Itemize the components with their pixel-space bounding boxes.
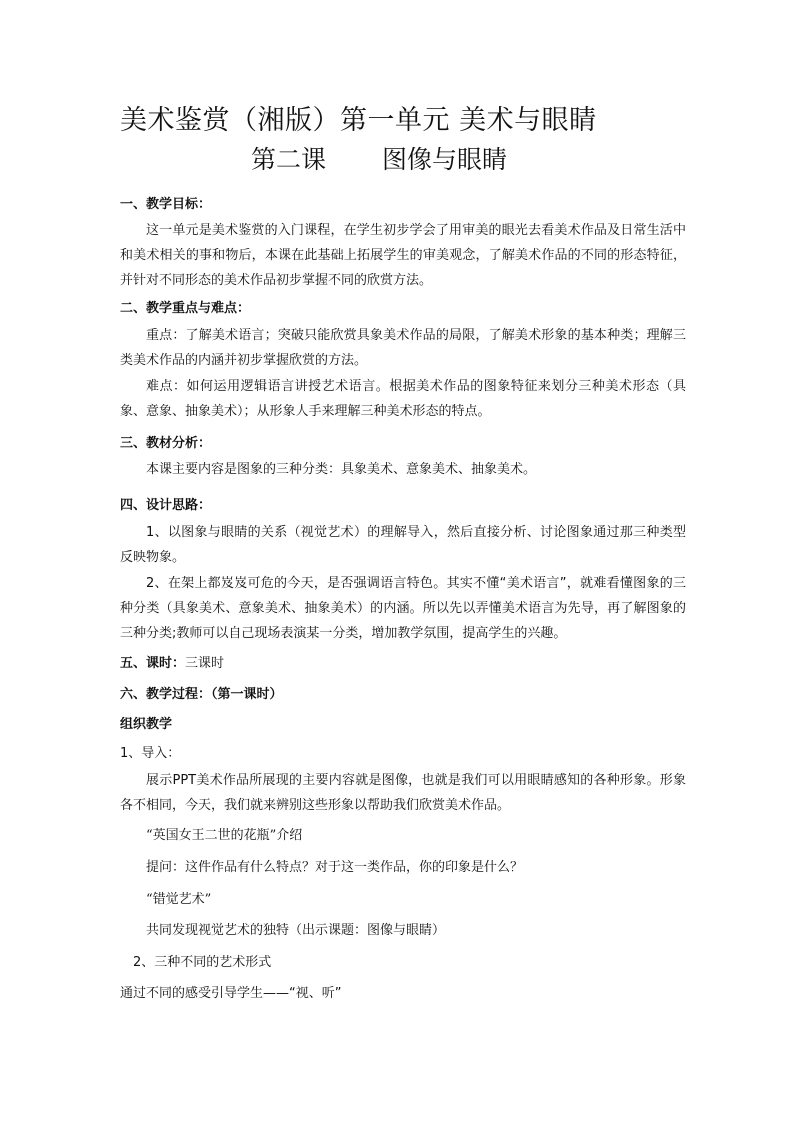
organize-teaching: 组织教学 (120, 717, 173, 732)
difficult-point-paragraph: 难点：如何运用逻辑语言讲授艺术语言。根据美术作品的图象特征来划分三种美术形态（具象、意象、抽象美术）；从形象人手来理解三种美术形态的特点。 (120, 379, 686, 419)
vase-intro: “英国女王二世的花瓶”介绍 (146, 828, 303, 843)
heading-hours: 五、课时： (120, 656, 186, 671)
intro-paragraph: 展示PPT美术作品所展现的主要内容就是图像，也就是我们可以用眼睛感知的各种形象。形象各不相同，今天，我们就来辨别这些形象以帮助我们欣赏美术作品。 (120, 773, 686, 813)
heading-objectives: 一、教学目标： (120, 197, 212, 212)
question-line: 提问：这件作品有什么特点？对于这一类作品，你的印象是什么？ (146, 860, 524, 875)
key-point-paragraph: 重点：了解美术语言；突破只能欣赏具象美术作品的局限，了解美术形象的基本种类；理解三类美术作品的内涵并初步掌握欣赏的方法。 (120, 328, 686, 368)
lesson-title (251, 140, 751, 176)
design-paragraph-2: 2、在架上都岌岌可危的今天，是否强调语言特色。其实不懂“美术语言”，就难看懂图象的三种分类（具象美术、意象美术、抽象美术）的内涵。所以先以弄懂美术语言为先导，再了解图象的三种分类;教师可以自己现场表演某一分类，增加教学氛围，提高学生的兴趣。 (120, 576, 686, 641)
hours-line (120, 652, 224, 671)
lesson-number: 第二课 (251, 145, 327, 174)
step-2-art-forms: 2、三种不同的艺术形式 (133, 955, 272, 970)
heading-design: 四、设计思路： (120, 498, 212, 513)
discover-line: 共同发现视觉艺术的独特（出示课题：图像与眼睛） (146, 923, 446, 938)
step-1-intro: 1、导入： (120, 746, 181, 761)
document-title: 美术鉴赏（湘版）第一单元 美术与眼睛 (120, 105, 597, 136)
heading-key-points: 二、教学重点与难点： (120, 301, 251, 316)
heading-process: 六、教学过程：（第一课时） (120, 687, 283, 702)
guide-line: 通过不同的感受引导学生——“视、听” (120, 986, 342, 1001)
heading-materials: 三、教材分析： (120, 436, 212, 451)
objectives-paragraph: 这一单元是美术鉴赏的入门课程，在学生初步学会了用审美的眼光去看美术作品及日常生活中和美术相关的事和物后，本课在此基础上拓展学生的审美观念，了解美术作品的不同的形态特征，并针对不同形态的美术作品初步掌握不同的欣赏方法。 (120, 223, 686, 288)
materials-paragraph: 本课主要内容是图象的三种分类：具象美术、意象美术、抽象美术。 (146, 462, 537, 477)
illusion-art: “错觉艺术” (146, 892, 212, 907)
design-paragraph-1: 1、以图象与眼睛的关系（视觉艺术）的理解导入，然后直接分析、讨论图象通过那三种类型反映物象。 (120, 525, 686, 565)
hours-value: 三课时 (185, 656, 225, 671)
lesson-subject: 图像与眼睛 (382, 145, 508, 174)
